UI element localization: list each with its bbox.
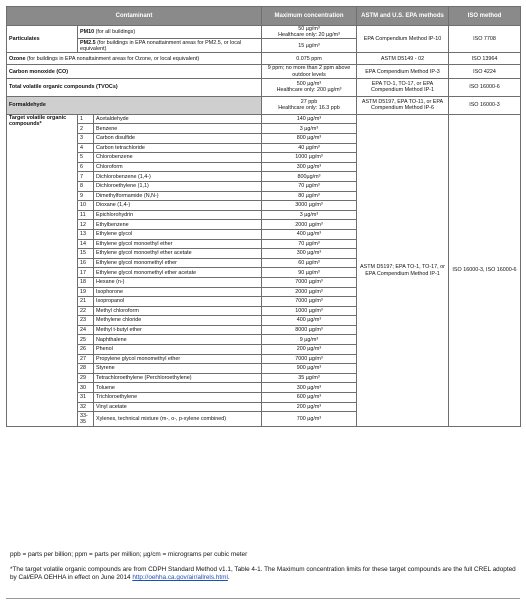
header-max-concentration: Maximum concentration: [262, 7, 357, 26]
compound-name: Trichloroethylene: [94, 393, 262, 403]
compound-number: 23: [78, 316, 94, 326]
compound-number: 2: [78, 124, 94, 134]
table-row: [7, 53, 521, 65]
compound-number: 32: [78, 402, 94, 412]
compound-name: Dichloroethylene (1,1): [94, 181, 262, 191]
compound-number: 16: [78, 258, 94, 268]
compound-concentration: 300 µg/m³: [262, 162, 357, 172]
compound-name: Ethylene glycol monoethyl ether: [94, 239, 262, 249]
compound-name: Propylene glycol monomethyl ether: [94, 354, 262, 364]
particulates-method: EPA Compendium Method IP-10: [357, 26, 449, 53]
table-row: [7, 78, 521, 96]
ozone-rest: (for buildings in EPA nonattainment areas for Ozone, or local equivalent): [25, 55, 200, 62]
compound-number: 5: [78, 153, 94, 163]
compound-number: 24: [78, 325, 94, 335]
compound-concentration: 3 µg/m³: [262, 124, 357, 134]
pm10-concentration: [262, 26, 357, 39]
compound-number: 13: [78, 229, 94, 239]
compound-name: Vinyl acetate: [94, 402, 262, 412]
compound-number: 29: [78, 373, 94, 383]
compound-concentration: 2000 µg/m³: [262, 220, 357, 230]
compound-concentration: 900 µg/m³: [262, 364, 357, 374]
compound-concentration: 200 µg/m³: [262, 402, 357, 412]
particulates-iso: ISO 7708: [449, 26, 521, 53]
oehha-link[interactable]: http://oehha.ca.gov/air/allrels.html: [132, 574, 228, 581]
compound-name: Tetrachloroethylene (Perchloroethylene): [94, 373, 262, 383]
co-concentration: 9 ppm; no more than 2 ppm above outdoor levels: [262, 65, 357, 78]
compound-concentration: 2000 µg/m³: [262, 287, 357, 297]
compound-number: 19: [78, 287, 94, 297]
compound-number: 7: [78, 172, 94, 182]
compound-name: Carbon disulfide: [94, 134, 262, 144]
co-method: EPA Compendium Method IP-3: [357, 65, 449, 78]
formaldehyde-conc-line-2: Healthcare only: 16.3 ppb: [278, 105, 340, 112]
compound-name: Acetaldehyde: [94, 114, 262, 124]
tvoc-iso: ISO 16000-6: [449, 78, 521, 96]
compound-name: Carbon tetrachloride: [94, 143, 262, 153]
compound-name: Naphthalene: [94, 335, 262, 345]
compound-name: Ethylene glycol monomethyl ether acetate: [94, 268, 262, 278]
ozone-iso: ISO 13964: [449, 53, 521, 65]
compound-number: 22: [78, 306, 94, 316]
compound-concentration: 60 µg/m³: [262, 258, 357, 268]
compound-number: 10: [78, 201, 94, 211]
pm10-label: PM10: [80, 29, 95, 36]
compound-concentration: 90 µg/m³: [262, 268, 357, 278]
compound-concentration: 400 µg/m³: [262, 229, 357, 239]
compound-number: 9: [78, 191, 94, 201]
pm10-conc-line-1: 50 µg/m³: [298, 26, 320, 32]
compound-concentration: 7000 µg/m³: [262, 297, 357, 307]
table-row: [7, 65, 521, 78]
compound-concentration: 300 µg/m³: [262, 383, 357, 393]
compound-concentration: 8000 µg/m³: [262, 325, 357, 335]
compound-name: Methylene chloride: [94, 316, 262, 326]
table-body: [7, 26, 521, 427]
table-row: [7, 114, 521, 124]
compound-name: Ethylbenzene: [94, 220, 262, 230]
header-astm-epa-methods: ASTM and U.S. EPA methods: [357, 7, 449, 26]
compound-concentration: 70 µg/m³: [262, 239, 357, 249]
compound-number: 21: [78, 297, 94, 307]
compound-concentration: 40 µg/m³: [262, 143, 357, 153]
target-voc-method: ASTM D5197; EPA TO-1, TO-17, or EPA Compendium Method IP-1: [357, 114, 449, 426]
compound-number: 26: [78, 345, 94, 355]
compound-concentration: 3000 µg/m³: [262, 201, 357, 211]
compound-concentration: 200 µg/m³: [262, 345, 357, 355]
compound-concentration: 300 µg/m³: [262, 249, 357, 259]
tvoc-method: EPA TO-1, TO-17, or EPA Compendium Method IP-1: [357, 78, 449, 96]
compound-number: 33-35: [78, 412, 94, 427]
compound-number: 30: [78, 383, 94, 393]
bottom-divider: [6, 598, 520, 599]
row-label-target-voc: Target volatile organic compounds*: [7, 114, 78, 426]
compound-name: Ethylene glycol monoethyl ether acetate: [94, 249, 262, 259]
co-iso: ISO 4224: [449, 65, 521, 78]
formaldehyde-method: ASTM D5197, EPA TO-11, or EPA Compendium Method IP-6: [357, 96, 449, 114]
compound-concentration: 70 µg/m³: [262, 181, 357, 191]
footnote: [10, 566, 516, 582]
compound-name: Toluene: [94, 383, 262, 393]
compound-number: 11: [78, 210, 94, 220]
tvoc-conc-line-1: 500 µg/m³: [296, 81, 322, 88]
compound-number: 14: [78, 239, 94, 249]
compound-name: Chlorobenzene: [94, 153, 262, 163]
formaldehyde-label: Formaldehyde: [7, 96, 262, 114]
compound-concentration: 7000 µg/m³: [262, 354, 357, 364]
compound-concentration: 35 µg/m³: [262, 373, 357, 383]
compound-name: Ethylene glycol monomethyl ether: [94, 258, 262, 268]
particulates-pm25: [78, 39, 262, 53]
compound-name: Methyl chloroform: [94, 306, 262, 316]
compound-concentration: 9 µg/m³: [262, 335, 357, 345]
compound-number: 15: [78, 249, 94, 259]
compound-number: 25: [78, 335, 94, 345]
compound-number: 31: [78, 393, 94, 403]
compound-name: Ethylene glycol: [94, 229, 262, 239]
compound-number: 8: [78, 181, 94, 191]
ozone-label: Ozone: [9, 55, 26, 62]
compound-number: 1: [78, 114, 94, 124]
table-header-row: [7, 7, 521, 26]
compound-name: Isophorone: [94, 287, 262, 297]
compound-concentration: 7000 µg/m³: [262, 277, 357, 287]
compound-concentration: 700 µg/m³: [262, 412, 357, 427]
compound-name: Dichlorobenzene (1,4-): [94, 172, 262, 182]
header-iso-method: ISO method: [449, 7, 521, 26]
compound-concentration: 1000 µg/m³: [262, 153, 357, 163]
compound-concentration: 800µg/m³: [262, 172, 357, 182]
compound-concentration: 400 µg/m³: [262, 316, 357, 326]
formaldehyde-concentration: [262, 96, 357, 114]
compound-name: Benzene: [94, 124, 262, 134]
table-row: [7, 26, 521, 39]
compound-number: 4: [78, 143, 94, 153]
compound-number: 6: [78, 162, 94, 172]
compound-name: Epichlorohydrin: [94, 210, 262, 220]
compound-concentration: 800 µg/m³: [262, 134, 357, 144]
table-row: [7, 96, 521, 114]
compound-name: Dioxane (1,4-): [94, 201, 262, 211]
target-voc-iso: ISO 16000-3, ISO 16000-6: [449, 114, 521, 426]
compound-name: Dimethylformamide (N,N-): [94, 191, 262, 201]
footnote-end: .: [227, 574, 230, 581]
ozone-cell: [7, 53, 262, 65]
header-contaminant: Contaminant: [7, 7, 262, 26]
formaldehyde-conc-line-1: 27 ppb: [300, 99, 318, 106]
footnote-text: *The target volatile organic compounds are from CDPH Standard Method v1.1, Table 4-1. The Maximum concentration limits for these target compounds are the full CREL adopted by Cal/EPA OEHHA in effect on June 2014: [10, 566, 516, 581]
compound-concentration: 3 µg/m³: [262, 210, 357, 220]
compound-number: 17: [78, 268, 94, 278]
pm10-rest: (for all buildings): [94, 29, 136, 36]
compound-name: Xylenes, technical mixture (m-, o-, p-xylene combined): [94, 412, 262, 427]
compound-name: Methyl t-butyl ether: [94, 325, 262, 335]
compound-number: 28: [78, 364, 94, 374]
compound-number: 12: [78, 220, 94, 230]
units-note: ppb = parts per billion; ppm = parts per million; µg/cm = micrograms per cubic meter: [10, 551, 248, 558]
compound-concentration: 600 µg/m³: [262, 393, 357, 403]
compound-number: 3: [78, 134, 94, 144]
row-label-particulates: Particulates: [7, 26, 78, 53]
ozone-method: ASTM D5149 - 02: [357, 53, 449, 65]
co-label: Carbon monoxide (CO): [7, 65, 262, 78]
tvoc-concentration: [262, 78, 357, 96]
compound-name: Chloroform: [94, 162, 262, 172]
particulates-pm10: [78, 26, 262, 39]
pm25-label: PM2.5: [80, 39, 96, 46]
compound-number: 18: [78, 277, 94, 287]
ozone-concentration: 0.075 ppm: [262, 53, 357, 65]
tvoc-label: Total volatile organic compounds (TVOCs): [7, 78, 262, 96]
compound-concentration: 80 µg/m³: [262, 191, 357, 201]
iaq-contaminant-table: [6, 6, 521, 427]
formaldehyde-iso: ISO 16000-3: [449, 96, 521, 114]
compound-number: 27: [78, 354, 94, 364]
compound-name: Styrene: [94, 364, 262, 374]
pm25-rest: (for buildings in EPA nonattainment areas for PM2.5, or local equivalent): [80, 39, 242, 52]
compound-concentration: 1000 µg/m³: [262, 306, 357, 316]
tvoc-conc-line-2: Healthcare only: 200 µg/m³: [276, 87, 342, 94]
compound-concentration: 140 µg/m³: [262, 114, 357, 124]
pm25-concentration: 15 µg/m³: [262, 39, 357, 53]
compound-name: Hexane (n-): [94, 277, 262, 287]
compound-name: Phenol: [94, 345, 262, 355]
compound-name: Isopropanol: [94, 297, 262, 307]
pm10-conc-line-2: Healthcare only: 20 µg/m³: [278, 32, 340, 39]
